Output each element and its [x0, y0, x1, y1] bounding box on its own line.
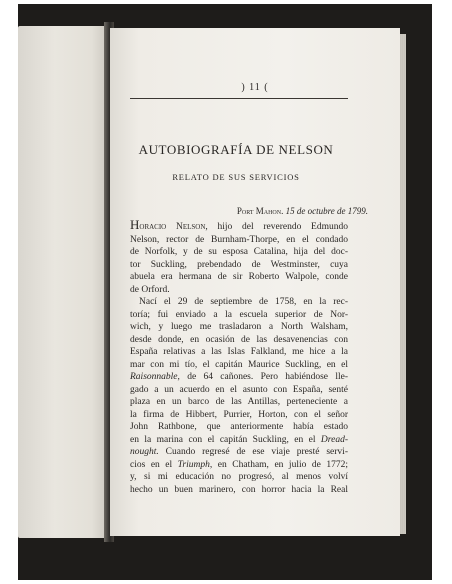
dateline	[110, 206, 368, 216]
ship-name: Dread-	[320, 434, 348, 445]
text-run: , en Chatham, en julio de 1772;	[209, 459, 348, 470]
first-word-rest: oracio	[139, 222, 167, 232]
chapter-subtitle: RELATO DE SUS SERVICIOS	[172, 172, 300, 182]
first-line-rest: , hijo del reverendo Edmundo	[205, 222, 348, 232]
header-rule	[130, 98, 348, 99]
text-line: John Rathbone, que anteriormente había estado	[130, 422, 348, 432]
text-line: Nelson, rector de Burnham-Thorpe, en el condado	[130, 234, 348, 245]
text-line	[130, 219, 348, 234]
text-line: y, si mi educación no progresó, al menos volví	[130, 472, 348, 482]
ship-name: Triumph	[177, 459, 210, 470]
body-text	[130, 219, 348, 496]
text-run: en la marina con el capitán Suckling, en el	[130, 434, 321, 445]
text-line	[130, 459, 348, 472]
first-line-name: Nelson	[175, 222, 206, 232]
text-run: cios en el	[130, 459, 178, 470]
text-line: España relativas a las Islas Falkland, me hice a la	[130, 347, 348, 357]
text-line: de Orford.	[130, 284, 170, 295]
drop-cap: H	[130, 217, 140, 232]
text-line: tor Suckling, prebendado de Westminster, cuya	[130, 259, 348, 270]
page-number: ) 11 (	[241, 82, 269, 93]
text-line	[130, 434, 348, 447]
text-line: plaza en un barco de las Antillas, perteneciente a	[130, 397, 348, 407]
right-page	[110, 28, 400, 536]
text-line: la firma de Hibbert, Purrier, Horton, con el señor	[130, 409, 348, 420]
text-line: gado a un acuerdo en el asunto con España, senté	[130, 384, 348, 395]
dateline-date: 15 de octubre de 1799.	[285, 206, 368, 216]
text-line	[130, 446, 348, 459]
text-line: wich, y luego me trasladaron a North Walsham,	[130, 322, 348, 332]
text-line: toría; fui enviado a la escuela superior de Nor-	[130, 309, 348, 320]
text-line: mar con mi tío, el capitán Maurice Suckling, en el	[130, 359, 348, 370]
chapter-title: AUTOBIOGRAFÍA DE NELSON	[138, 142, 334, 157]
dateline-place: Port Mahon.	[236, 206, 284, 216]
text-line: desde donde, en ocasión de las desavenencias con	[130, 334, 348, 345]
text-line: abuela era hermana de sir Roberto Walpole, conde	[130, 272, 348, 282]
text-line: hecho un buen marinero, con horror hacia la Real	[130, 484, 348, 495]
ship-name: Raisonnable	[130, 372, 178, 382]
text-line: Nací el 29 de septiembre de 1758, en la rec-	[139, 297, 348, 307]
text-line	[130, 371, 348, 384]
ship-name: nought.	[130, 447, 159, 457]
text-run: Cuando regresé de ese viaje presté servi-	[158, 447, 348, 457]
left-page	[18, 26, 110, 538]
text-line: de Norfolk, y de su esposa Catalina, hija del doc-	[130, 247, 348, 257]
text-run: , de 64 cañones. Pero habiéndose lle-	[177, 372, 348, 382]
